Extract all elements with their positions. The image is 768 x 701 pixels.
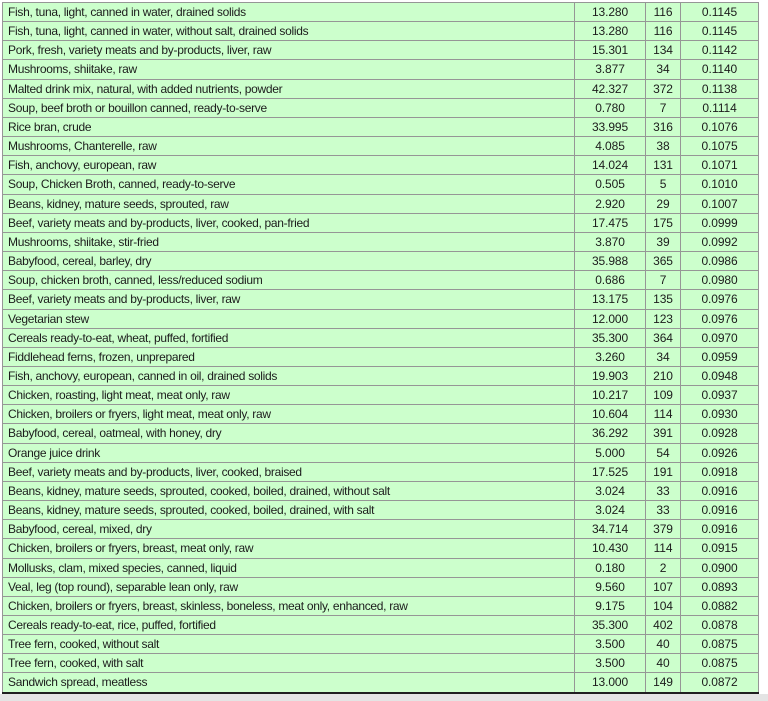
value-1-cell: 10.604 [575,405,646,424]
value-1-cell: 9.175 [575,596,646,615]
value-2-cell: 114 [646,405,681,424]
value-1-cell: 3.260 [575,347,646,366]
value-2-cell: 131 [646,156,681,175]
value-3-cell: 0.1076 [681,117,759,136]
value-2-cell: 33 [646,481,681,500]
table-row [3,520,759,539]
value-1-cell: 13.000 [575,673,646,693]
table-row [3,654,759,673]
value-2-cell: 109 [646,386,681,405]
food-description-cell: Orange juice drink [3,443,575,462]
value-3-cell: 0.0875 [681,635,759,654]
table-row [3,194,759,213]
value-3-cell: 0.1075 [681,137,759,156]
value-1-cell: 9.560 [575,577,646,596]
table-row [3,616,759,635]
value-1-cell: 4.085 [575,137,646,156]
value-1-cell: 36.292 [575,424,646,443]
value-1-cell: 13.280 [575,3,646,22]
food-description-cell: Fiddlehead ferns, frozen, unprepared [3,347,575,366]
table-row [3,137,759,156]
food-description-cell: Chicken, broilers or fryers, light meat, meat only, raw [3,405,575,424]
table-row [3,462,759,481]
value-3-cell: 0.1138 [681,79,759,98]
value-3-cell: 0.0900 [681,558,759,577]
food-description-cell: Fish, anchovy, european, raw [3,156,575,175]
value-3-cell: 0.0999 [681,213,759,232]
table-row [3,328,759,347]
food-description-cell: Tree fern, cooked, without salt [3,635,575,654]
value-3-cell: 0.1145 [681,3,759,22]
table-row [3,673,759,693]
food-description-cell: Chicken, broilers or fryers, breast, skinless, boneless, meat only, enhanced, raw [3,596,575,615]
value-3-cell: 0.0916 [681,501,759,520]
value-1-cell: 3.500 [575,654,646,673]
value-2-cell: 379 [646,520,681,539]
table-row [3,596,759,615]
value-1-cell: 34.714 [575,520,646,539]
table-row [3,443,759,462]
value-3-cell: 0.0926 [681,443,759,462]
value-2-cell: 364 [646,328,681,347]
value-1-cell: 3.877 [575,60,646,79]
value-3-cell: 0.0992 [681,232,759,251]
food-description-cell: Mushrooms, shiitake, raw [3,60,575,79]
food-description-cell: Vegetarian stew [3,309,575,328]
value-2-cell: 134 [646,41,681,60]
value-3-cell: 0.0980 [681,271,759,290]
food-description-cell: Beef, variety meats and by-products, liver, cooked, pan-fried [3,213,575,232]
table-row [3,156,759,175]
value-3-cell: 0.0986 [681,252,759,271]
value-2-cell: 402 [646,616,681,635]
table-row [3,271,759,290]
value-3-cell: 0.0976 [681,290,759,309]
value-1-cell: 3.870 [575,232,646,251]
value-3-cell: 0.0882 [681,596,759,615]
table-row [3,98,759,117]
value-3-cell: 0.1140 [681,60,759,79]
value-1-cell: 0.780 [575,98,646,117]
food-description-cell: Fish, tuna, light, canned in water, drained solids [3,3,575,22]
value-1-cell: 14.024 [575,156,646,175]
value-2-cell: 29 [646,194,681,213]
value-1-cell: 2.920 [575,194,646,213]
food-data-table-wrap [2,2,759,694]
value-2-cell: 107 [646,577,681,596]
value-1-cell: 5.000 [575,443,646,462]
table-row [3,635,759,654]
food-description-cell: Sandwich spread, meatless [3,673,575,693]
value-1-cell: 33.995 [575,117,646,136]
food-description-cell: Rice bran, crude [3,117,575,136]
food-description-cell: Mushrooms, Chanterelle, raw [3,137,575,156]
food-description-cell: Mollusks, clam, mixed species, canned, liquid [3,558,575,577]
value-3-cell: 0.0959 [681,347,759,366]
value-1-cell: 17.475 [575,213,646,232]
food-description-cell: Chicken, broilers or fryers, breast, meat only, raw [3,539,575,558]
value-1-cell: 10.430 [575,539,646,558]
value-2-cell: 372 [646,79,681,98]
value-1-cell: 0.505 [575,175,646,194]
value-2-cell: 316 [646,117,681,136]
value-1-cell: 35.988 [575,252,646,271]
value-1-cell: 19.903 [575,366,646,385]
value-3-cell: 0.0916 [681,520,759,539]
value-3-cell: 0.0875 [681,654,759,673]
value-3-cell: 0.1007 [681,194,759,213]
table-row [3,3,759,22]
value-1-cell: 10.217 [575,386,646,405]
food-description-cell: Soup, beef broth or bouillon canned, ready-to-serve [3,98,575,117]
value-1-cell: 3.500 [575,635,646,654]
food-description-cell: Malted drink mix, natural, with added nutrients, powder [3,79,575,98]
value-1-cell: 15.301 [575,41,646,60]
value-3-cell: 0.1114 [681,98,759,117]
value-3-cell: 0.0872 [681,673,759,693]
table-row [3,386,759,405]
value-2-cell: 40 [646,635,681,654]
value-3-cell: 0.0878 [681,616,759,635]
food-description-cell: Fish, anchovy, european, canned in oil, drained solids [3,366,575,385]
table-row [3,366,759,385]
food-description-cell: Cereals ready-to-eat, rice, puffed, fortified [3,616,575,635]
value-2-cell: 116 [646,3,681,22]
value-3-cell: 0.1142 [681,41,759,60]
value-1-cell: 13.280 [575,22,646,41]
food-description-cell: Veal, leg (top round), separable lean only, raw [3,577,575,596]
value-2-cell: 104 [646,596,681,615]
value-2-cell: 123 [646,309,681,328]
food-description-cell: Babyfood, cereal, oatmeal, with honey, dry [3,424,575,443]
value-2-cell: 7 [646,98,681,117]
value-1-cell: 12.000 [575,309,646,328]
table-row [3,213,759,232]
table-row [3,175,759,194]
table-row [3,539,759,558]
food-description-cell: Soup, chicken broth, canned, less/reduced sodium [3,271,575,290]
table-row [3,41,759,60]
table-row [3,22,759,41]
table-row [3,252,759,271]
food-description-cell: Fish, tuna, light, canned in water, without salt, drained solids [3,22,575,41]
table-body [3,3,759,693]
table-row [3,60,759,79]
food-description-cell: Tree fern, cooked, with salt [3,654,575,673]
value-3-cell: 0.0930 [681,405,759,424]
table-row [3,290,759,309]
food-description-cell: Beef, variety meats and by-products, liver, raw [3,290,575,309]
value-2-cell: 40 [646,654,681,673]
value-2-cell: 7 [646,271,681,290]
value-3-cell: 0.1010 [681,175,759,194]
value-2-cell: 39 [646,232,681,251]
food-description-cell: Pork, fresh, variety meats and by-products, liver, raw [3,41,575,60]
value-3-cell: 0.0893 [681,577,759,596]
value-2-cell: 34 [646,347,681,366]
food-description-cell: Babyfood, cereal, barley, dry [3,252,575,271]
value-1-cell: 35.300 [575,328,646,347]
value-2-cell: 54 [646,443,681,462]
value-2-cell: 191 [646,462,681,481]
value-3-cell: 0.0915 [681,539,759,558]
value-1-cell: 42.327 [575,79,646,98]
value-1-cell: 3.024 [575,501,646,520]
food-data-table [2,2,759,694]
table-row [3,117,759,136]
table-row [3,577,759,596]
value-2-cell: 210 [646,366,681,385]
food-description-cell: Beans, kidney, mature seeds, sprouted, cooked, boiled, drained, with salt [3,501,575,520]
table-row [3,405,759,424]
food-description-cell: Chicken, roasting, light meat, meat only, raw [3,386,575,405]
value-2-cell: 5 [646,175,681,194]
value-3-cell: 0.1071 [681,156,759,175]
value-1-cell: 3.024 [575,481,646,500]
value-3-cell: 0.0948 [681,366,759,385]
value-1-cell: 35.300 [575,616,646,635]
table-row [3,424,759,443]
table-row [3,79,759,98]
value-3-cell: 0.1145 [681,22,759,41]
food-description-cell: Beans, kidney, mature seeds, sprouted, cooked, boiled, drained, without salt [3,481,575,500]
value-2-cell: 365 [646,252,681,271]
value-2-cell: 114 [646,539,681,558]
food-description-cell: Beef, variety meats and by-products, liver, cooked, braised [3,462,575,481]
bottom-scrollbar-strip [0,694,768,701]
value-3-cell: 0.0976 [681,309,759,328]
food-description-cell: Beans, kidney, mature seeds, sprouted, raw [3,194,575,213]
food-description-cell: Soup, Chicken Broth, canned, ready-to-serve [3,175,575,194]
value-1-cell: 17.525 [575,462,646,481]
food-description-cell: Cereals ready-to-eat, wheat, puffed, fortified [3,328,575,347]
value-1-cell: 13.175 [575,290,646,309]
value-2-cell: 175 [646,213,681,232]
value-2-cell: 38 [646,137,681,156]
table-row [3,481,759,500]
value-2-cell: 34 [646,60,681,79]
table-row [3,347,759,366]
value-3-cell: 0.0918 [681,462,759,481]
value-3-cell: 0.0937 [681,386,759,405]
table-row [3,501,759,520]
value-2-cell: 391 [646,424,681,443]
food-description-cell: Babyfood, cereal, mixed, dry [3,520,575,539]
value-3-cell: 0.0970 [681,328,759,347]
value-2-cell: 149 [646,673,681,693]
value-3-cell: 0.0928 [681,424,759,443]
table-row [3,232,759,251]
value-2-cell: 33 [646,501,681,520]
table-row [3,309,759,328]
value-1-cell: 0.686 [575,271,646,290]
food-description-cell: Mushrooms, shiitake, stir-fried [3,232,575,251]
value-2-cell: 2 [646,558,681,577]
value-3-cell: 0.0916 [681,481,759,500]
value-2-cell: 116 [646,22,681,41]
table-row [3,558,759,577]
value-1-cell: 0.180 [575,558,646,577]
value-2-cell: 135 [646,290,681,309]
